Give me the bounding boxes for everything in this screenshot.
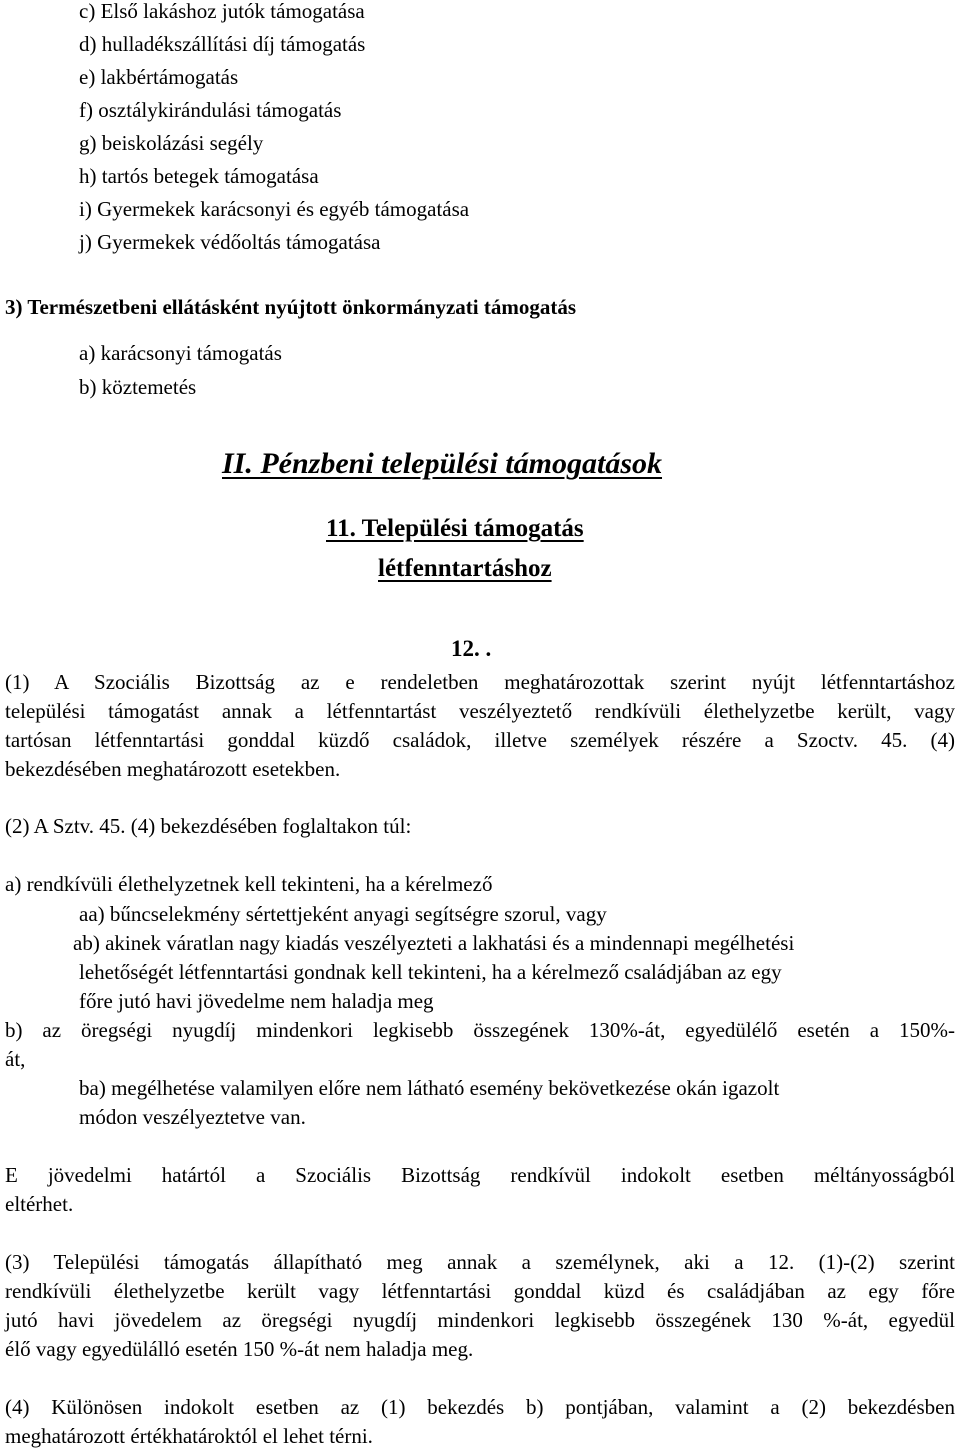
- list-item: főre jutó havi jövedelme nem haladja meg: [79, 989, 434, 1013]
- paragraph-3-line: (3) Települési támogatás állapítható meg annak a személynek, aki a 12. (1)-(2) szerint: [5, 1250, 955, 1274]
- list-item: ab) akinek váratlan nagy kiadás veszélyezteti a lakhatási és a mindennapi megélhetési: [73, 931, 795, 955]
- paragraph-1-line: települési támogatást annak a létfenntartást veszélyeztető rendkívüli élethelyzetbe került, vagy: [5, 699, 955, 723]
- paragraph-1-line: bekezdésében meghatározott esetekben.: [5, 757, 341, 781]
- list-item: b) az öregségi nyugdíj mindenkori legkisebb összegének 130%-át, egyedülélő esetén a 150%-: [5, 1018, 955, 1042]
- subsection-title-line1: 11. Települési támogatás: [326, 515, 584, 542]
- list-item: e) lakbértámogatás: [79, 65, 239, 89]
- list-item: módon veszélyeztetve van.: [79, 1105, 306, 1129]
- paragraph-income-line: E jövedelmi határtól a Szociális Bizottság rendkívül indokolt esetben méltányosságból: [5, 1163, 955, 1187]
- list-item: a) karácsonyi támogatás: [79, 341, 282, 365]
- paragraph-3-line: jutó havi jövedelem az öregségi nyugdíj mindenkori legkisebb összegének 130 %-át, egyedül: [5, 1308, 955, 1332]
- list-item: h) tartós betegek támogatása: [79, 164, 319, 188]
- paragraph-3-line: rendkívüli élethelyzetbe került vagy létfenntartási gonddal küzd és családjában az egy főre: [5, 1279, 955, 1303]
- list-item: lehetőségét létfenntartási gondnak kell tekinteni, ha a kérelmező családjában az egy: [79, 960, 782, 984]
- paragraph-income-line: eltérhet.: [5, 1192, 74, 1216]
- paragraph-4-line: (4) Különösen indokolt esetben az (1) bekezdés b) pontjában, valamint a (2) bekezdésben: [5, 1395, 955, 1419]
- subsection-title-line2: létfenntartáshoz: [378, 555, 552, 582]
- paragraph-1-line: tartósan létfenntartási gonddal küzdő családok, illetve személyek részére a Szoctv. 45. (4): [5, 728, 955, 752]
- list-item: f) osztálykirándulási támogatás: [79, 98, 342, 122]
- list-item: g) beiskolázási segély: [79, 131, 264, 155]
- list-item: c) Első lakáshoz jutók támogatása: [79, 0, 365, 23]
- paragraph-number: 12. .: [451, 636, 492, 661]
- section-title: II. Pénzbeni települési támogatások: [222, 447, 663, 480]
- paragraph-2: (2) A Sztv. 45. (4) bekezdésében foglaltakon túl:: [5, 814, 412, 838]
- list-item: d) hulladékszállítási díj támogatás: [79, 32, 366, 56]
- paragraph-4-line: meghatározott értékhatároktól el lehet térni.: [5, 1424, 373, 1448]
- subheading-3: 3) Természetbeni ellátásként nyújtott önkormányzati támogatás: [5, 295, 577, 319]
- list-item: a) rendkívüli élethelyzetnek kell tekinteni, ha a kérelmező: [5, 872, 493, 896]
- list-item: j) Gyermekek védőoltás támogatása: [79, 230, 381, 254]
- list-item: ba) megélhetése valamilyen előre nem látható esemény bekövetkezése okán igazolt: [79, 1076, 780, 1100]
- paragraph-3-line: élő vagy egyedülálló esetén 150 %-át nem haladja meg.: [5, 1337, 474, 1361]
- list-item: aa) bűncselekmény sértettjeként anyagi segítségre szorul, vagy: [79, 902, 607, 926]
- list-item: át,: [5, 1047, 26, 1071]
- paragraph-1-line: (1) A Szociális Bizottság az e rendeletben meghatározottak szerint nyújt létfenntartáshoz: [5, 670, 955, 694]
- list-item: i) Gyermekek karácsonyi és egyéb támogatása: [79, 197, 470, 221]
- list-item: b) köztemetés: [79, 375, 197, 399]
